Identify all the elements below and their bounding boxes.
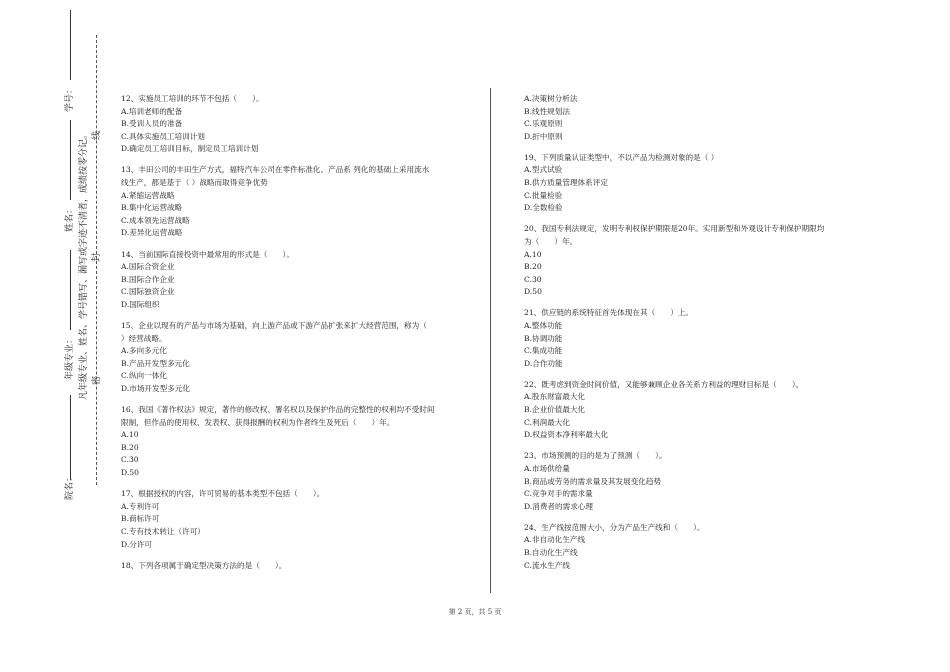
question-stem: 18、下列各项属于确定型决策方法的是（ ）。 <box>121 560 287 570</box>
question-stem: 13、丰田公司的丰田生产方式，福特汽车公司在零件标准化、产品系 列化的基础上采用流水 <box>121 165 430 175</box>
question-stem: 14、当前国际直接投资中最常用的形式是（ ）。 <box>121 249 294 259</box>
option-b: B.国际合作企业 <box>121 274 175 284</box>
question-24 <box>524 522 864 572</box>
option-c: C.竞争对手的需求量 <box>524 489 593 499</box>
option-c: C.国际独资企业 <box>121 287 175 297</box>
option-a: A.10 <box>121 430 139 440</box>
option-a: A.股东财富最大化 <box>524 392 586 402</box>
option-a: A.培训老师的配备 <box>121 106 183 116</box>
option-d: D.国际组织 <box>121 299 160 309</box>
option-a: A.多向多元化 <box>121 346 167 356</box>
seal-mark-seal: 封 <box>92 252 102 262</box>
option-b: B.商品或劳务的需求量及其发展变化趋势 <box>524 476 662 486</box>
name-label: 姓名： <box>65 204 75 232</box>
grade-major-underline <box>70 250 71 330</box>
option-b: B.20 <box>524 262 542 272</box>
question-19 <box>524 152 864 215</box>
option-b: B.自动化生产线 <box>524 548 578 557</box>
option-a: A.10 <box>524 249 542 259</box>
question-22 <box>524 379 864 442</box>
question-stem-cont: 线生产，都是基于（ ）战略而取得竞争优势 <box>121 178 268 188</box>
option-d: D.50 <box>121 468 139 478</box>
option-b: B.集中化运营战略 <box>121 203 183 213</box>
question-18-options <box>524 93 864 143</box>
binding-notice: 凡年级专业、姓名、学号错写、漏写或字迹不清者，成绩按零分记。 <box>79 129 89 400</box>
question-stem: 17、根据授权的内容，许可贸易的基本类型不包括（ ）。 <box>121 489 325 499</box>
option-c: C.集成功能 <box>524 346 563 356</box>
option-d: D.权益资本净利率最大化 <box>524 430 609 440</box>
question-stem: 20、我国专利法规定，发明专利权保护期限是20年。实用新型和外观设计专利保护期限均 <box>524 224 825 234</box>
name-underline <box>70 120 71 200</box>
option-b: B.供方质量管理体系评定 <box>524 178 608 188</box>
option-a: A.国际合资企业 <box>121 262 175 272</box>
option-c: C.30 <box>524 274 542 284</box>
option-b: B.20 <box>121 442 139 452</box>
binding-dashed-line <box>96 35 97 485</box>
question-stem: 12、实施员工培训的环节不包括（ ）。 <box>121 94 264 103</box>
question-stem: 16、我国《著作权法》规定，著作的修改权、署名权以及保护作品的完整性的权利均不受时间 <box>121 405 435 415</box>
option-a: A.专利许可 <box>121 501 160 511</box>
seal-mark-line: 线 <box>92 130 102 140</box>
option-c: C.批量检验 <box>524 190 563 200</box>
option-b: B.企业价值最大化 <box>524 405 586 415</box>
option-a: A.决策树分析法 <box>524 94 578 103</box>
question-13 <box>121 164 471 240</box>
question-17 <box>121 488 471 551</box>
option-c: C.专有技术转让（许可） <box>121 526 205 536</box>
option-d: D.差异化运营战略 <box>121 228 183 238</box>
option-c: C.30 <box>121 455 139 465</box>
option-d: D.折中原则 <box>524 131 563 141</box>
question-16 <box>121 404 471 480</box>
option-a: A.非自动化生产线 <box>524 535 586 545</box>
school-label: 院名： <box>65 472 75 500</box>
question-stem: 15、企业以现有的产品与市场为基础，向上游产品或下游产品扩张来扩大经营范围，称为（ <box>121 321 427 330</box>
question-14 <box>121 249 471 312</box>
question-stem-cont: 限制，但作品的使用权、发表权、获得报酬的权利为作者终生及死后（ ）年。 <box>121 417 395 427</box>
option-c: C.具体实施员工培训计划 <box>121 131 205 141</box>
question-23 <box>524 450 864 513</box>
column-divider <box>490 88 491 593</box>
option-a: A.型式试验 <box>524 165 563 175</box>
student-id-underline <box>70 10 71 80</box>
option-b: B.商标许可 <box>121 514 160 524</box>
question-15 <box>121 320 471 396</box>
question-stem-cont: 为（ ）年。 <box>524 236 578 246</box>
option-c: C.利润最大化 <box>524 417 570 427</box>
page-footer: 第 2 页，共 5 页 <box>448 608 502 616</box>
question-stem: 23、市场预测的目的是为了预测（ ）。 <box>524 451 667 461</box>
left-column <box>121 93 471 581</box>
option-c: C.成本领先运营战略 <box>121 215 190 225</box>
option-d: D.合作功能 <box>524 358 563 368</box>
right-column <box>524 93 864 581</box>
option-a: A.市场供给量 <box>524 463 570 473</box>
question-stem: 19、下列质量认证类型中，不以产品为检测对象的是（ ） <box>524 152 719 162</box>
question-18 <box>121 560 471 573</box>
question-stem-cont: ）经营战略。 <box>121 333 167 343</box>
question-20 <box>524 223 864 299</box>
option-d: D.市场开发型多元化 <box>121 383 190 393</box>
option-b: B.线性规划法 <box>524 106 570 116</box>
question-12 <box>121 93 471 156</box>
option-d: D.消费者的需求心理 <box>524 501 593 511</box>
option-b: B.协调功能 <box>524 333 563 343</box>
option-c: C.乐观原则 <box>524 119 563 129</box>
option-a: A.整体功能 <box>524 321 563 330</box>
grade-major-label: 年级专业： <box>65 334 75 380</box>
question-stem: 21、供应链的系统特征首先体现在其（ ）上。 <box>524 308 694 318</box>
option-b: B.受训人员的准备 <box>121 119 183 129</box>
option-d: D.确定员工培训目标，制定员工培训计划 <box>121 144 259 154</box>
option-d: D.50 <box>524 287 542 297</box>
question-stem: 22、既考虑到资金时间价值，又能够兼顾企业各关系方利益的理财目标是（ ）。 <box>524 379 804 389</box>
question-stem: 24、生产线按范围大小，分为产品生产线和（ ）。 <box>524 522 705 532</box>
school-underline <box>70 395 71 480</box>
binding-margin <box>0 0 110 672</box>
option-d: D.分许可 <box>121 539 153 549</box>
option-d: D.全数检验 <box>524 203 563 213</box>
question-21 <box>524 307 864 370</box>
option-b: B.产品开发型多元化 <box>121 358 190 368</box>
option-c: C.流水生产线 <box>524 560 570 570</box>
seal-mark-secret: 密 <box>92 375 102 385</box>
option-c: C.纵向一体化 <box>121 371 167 381</box>
option-a: A.紧缩运营战略 <box>121 190 175 200</box>
student-id-label: 学号： <box>65 84 75 112</box>
